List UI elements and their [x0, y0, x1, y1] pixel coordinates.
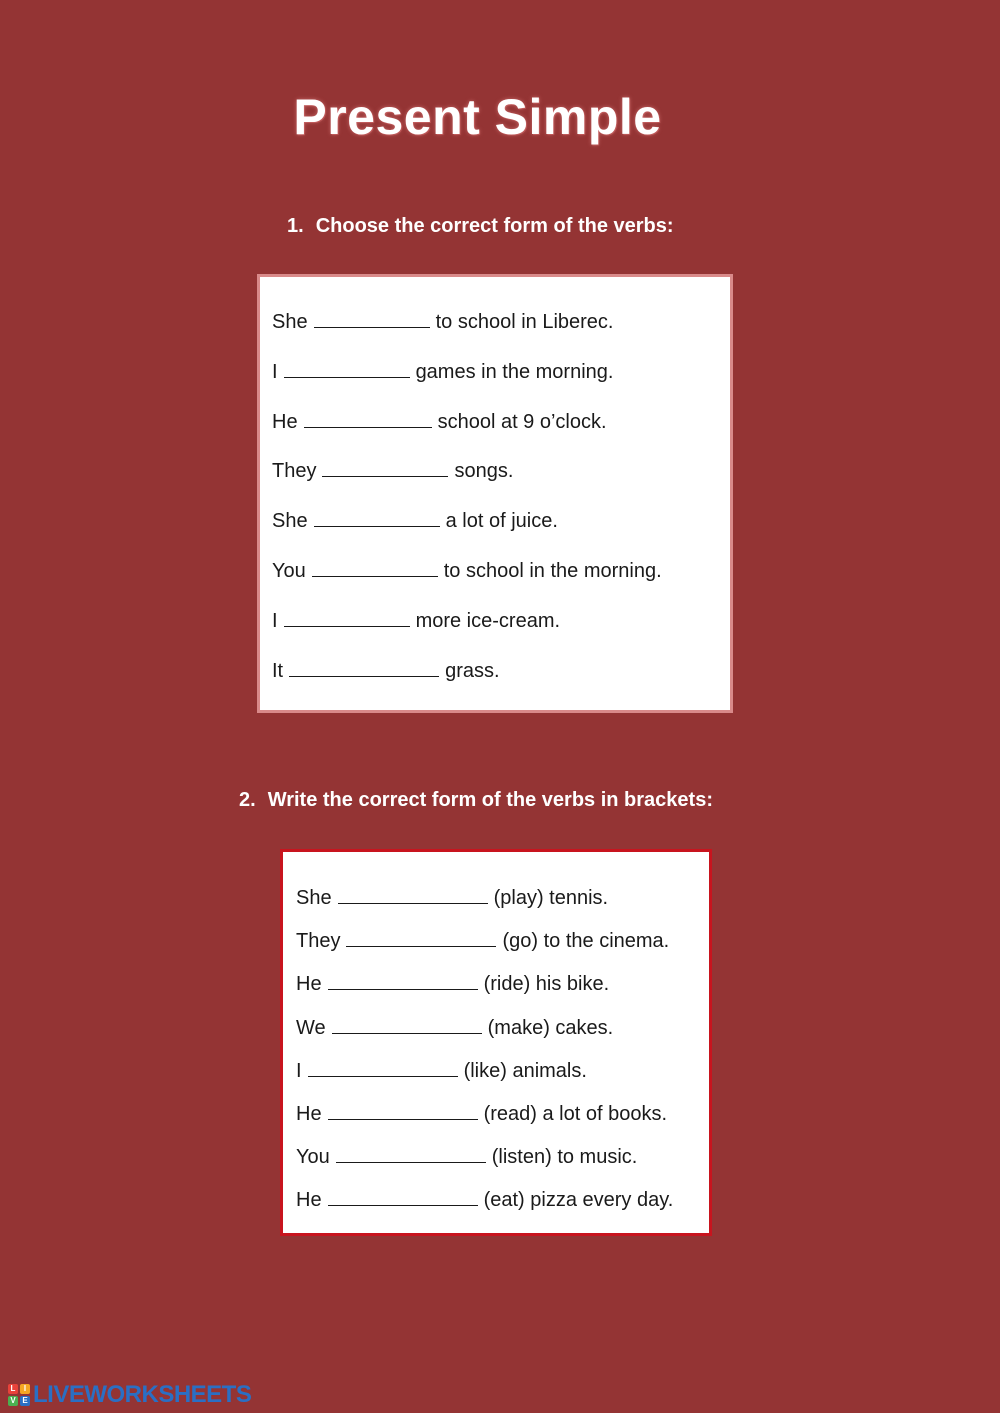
sentence-subject: She: [296, 887, 332, 909]
sentence-rest: grass.: [445, 659, 500, 682]
answer-blank[interactable]: [304, 409, 432, 428]
section2-sentence: [296, 1144, 637, 1169]
answer-blank[interactable]: [314, 508, 440, 527]
section2-sentence: [296, 1015, 613, 1040]
sentence-rest: (make) cakes.: [487, 1016, 614, 1039]
section2-sentence: [296, 1058, 587, 1083]
section1-sentence: [272, 359, 613, 384]
answer-blank[interactable]: [312, 558, 438, 577]
sentence-rest: (like) animals.: [463, 1059, 587, 1082]
sentence-subject: They: [272, 460, 317, 483]
answer-blank[interactable]: [346, 928, 496, 947]
logo-square: E: [20, 1396, 30, 1406]
sentence-rest: (listen) to music.: [491, 1146, 638, 1169]
section1-sentence: [272, 458, 513, 483]
section-1-heading: [287, 215, 674, 238]
answer-blank[interactable]: [284, 608, 410, 627]
logo-text: LIVEWORKSHEETS: [33, 1381, 252, 1408]
sentence-rest: (play) tennis.: [493, 887, 609, 909]
sentence-rest: school at 9 o’clock.: [437, 410, 607, 433]
answer-blank[interactable]: [336, 1144, 486, 1163]
sentence-subject: I: [272, 360, 278, 383]
logo-square: L: [8, 1384, 18, 1394]
section1-sentence: [272, 608, 560, 633]
answer-blank[interactable]: [314, 309, 430, 328]
sentence-subject: He: [272, 410, 298, 433]
sentence-rest: a lot of juice.: [445, 510, 558, 533]
section1-sentence: [272, 309, 613, 334]
sentence-subject: I: [296, 1059, 302, 1082]
section2-sentence: [296, 971, 609, 996]
sentence-rest: (go) to the cinema.: [502, 930, 670, 953]
section2-sentence: [296, 928, 669, 953]
answer-blank[interactable]: [289, 658, 439, 677]
sentence-rest: more ice-cream.: [415, 609, 561, 632]
section2-sentence: [296, 1187, 673, 1212]
sentence-rest: songs.: [454, 460, 514, 483]
sentence-rest: (read) a lot of books.: [483, 1103, 668, 1125]
liveworksheets-logo: [8, 1382, 251, 1408]
answer-blank[interactable]: [338, 885, 488, 904]
sentence-subject: I: [272, 609, 278, 632]
section2-sentence: [296, 1101, 667, 1126]
sentence-rest: games in the morning.: [415, 360, 614, 383]
section-1-number: 1.: [287, 215, 304, 237]
logo-icon: [8, 1384, 30, 1406]
answer-blank[interactable]: [284, 359, 410, 378]
sentence-subject: She: [272, 510, 308, 533]
page-title: Present Simple: [293, 89, 662, 145]
section-2-heading-text: Write the correct form of the verbs in brackets:: [267, 789, 713, 811]
section-1-heading-text: Choose the correct form of the verbs:: [315, 215, 674, 237]
logo-square: V: [8, 1396, 18, 1406]
sentence-subject: He: [296, 1103, 322, 1125]
sentence-rest: to school in the morning.: [443, 560, 662, 582]
exercise-1-box: [257, 274, 733, 713]
answer-blank[interactable]: [328, 1101, 478, 1120]
section2-sentence: [296, 885, 608, 910]
answer-blank[interactable]: [322, 458, 448, 477]
answer-blank[interactable]: [332, 1015, 482, 1034]
section1-sentence: [272, 658, 500, 683]
sentence-rest: (eat) pizza every day.: [483, 1189, 674, 1212]
section-2-heading: [239, 789, 713, 812]
sentence-subject: She: [272, 311, 308, 333]
sentence-subject: We: [296, 1016, 326, 1039]
sentence-subject: You: [272, 560, 306, 582]
sentence-subject: He: [296, 1189, 322, 1212]
section-2-number: 2.: [239, 789, 256, 811]
sentence-subject: They: [296, 930, 341, 953]
sentence-rest: (ride) his bike.: [483, 973, 610, 996]
answer-blank[interactable]: [308, 1058, 458, 1077]
sentence-subject: It: [272, 659, 284, 682]
logo-square: I: [20, 1384, 30, 1394]
section1-sentence: [272, 409, 607, 434]
answer-blank[interactable]: [328, 1187, 478, 1206]
sentence-subject: He: [296, 973, 322, 996]
section1-sentence: [272, 558, 662, 583]
section1-sentence: [272, 508, 558, 533]
sentence-subject: You: [296, 1146, 330, 1169]
answer-blank[interactable]: [328, 971, 478, 990]
sentence-rest: to school in Liberec.: [435, 311, 614, 333]
